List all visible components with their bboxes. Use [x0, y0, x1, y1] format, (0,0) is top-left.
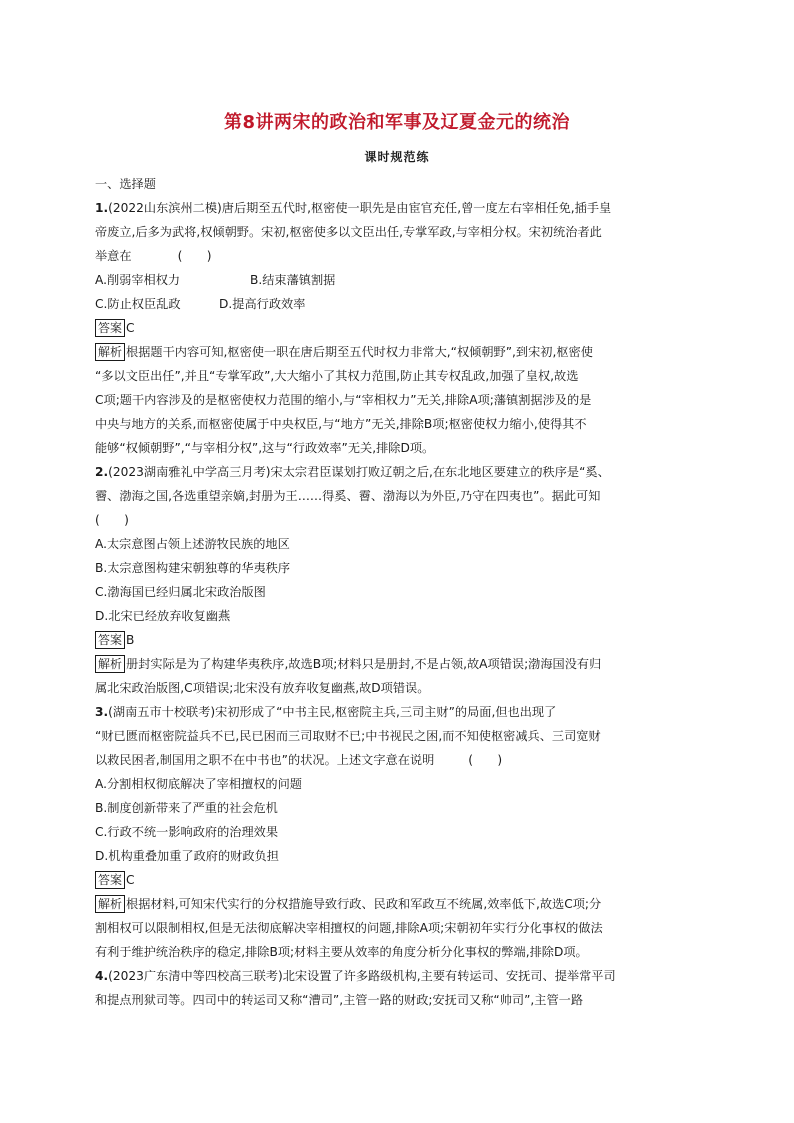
q3-analysis-line-2: 割相权可以限制相权,但是无法彻底解决宰相擅权的问题,排除A项;宋朝初年实行分化事权的做法	[95, 921, 603, 935]
q2-option-b: B.太宗意图构建宋朝独尊的华夷秩序	[95, 561, 291, 575]
q2-line-2: 霫、渤海之国,各选重望亲嫡,封册为王……得奚、霫、渤海以为外臣,乃守在四夷也”。据此可知	[95, 489, 601, 503]
q2-analysis-line-2: 属北宋政治版图,C项错误;北宋没有放弃收复幽燕,故D项错误。	[95, 681, 430, 695]
q3-option-d: D.机构重叠加重了政府的财政负担	[95, 849, 279, 863]
q2-number: 2.	[95, 465, 109, 479]
analysis-label-box: 解析	[95, 343, 125, 361]
q1-analysis-line-2: “多以文臣出任”,并且“专掌军政”,大大缩小了其权力范围,防止其专权乱政,加强了皇权,故选	[95, 369, 579, 383]
answer-label-box: 答案	[95, 631, 125, 649]
q3-line-2: “财已匮而枢密院益兵不已,民已困而三司取财不已;中书视民之困,而不知使枢密减兵、三司宽财	[95, 729, 601, 743]
q4-line-2: 和提点刑狱司等。四司中的转运司又称“漕司”,主管一路的财政;安抚司又称“帅司”,主管一路	[95, 993, 584, 1007]
analysis-label-box: 解析	[95, 895, 125, 913]
q3-number: 3.	[95, 705, 109, 719]
q2-analysis-line-1: 解析 册封实际是为了构建华夷秩序,故选B项;材料只是册封,不是占领,故A项错误;渤海国没有归	[95, 652, 699, 676]
q1-option-c: C.防止权臣乱政	[95, 297, 181, 311]
answer-label-box: 答案	[95, 871, 125, 889]
q3-line-3: 以救民困者,制国用之职不在中书也”的状况。上述文字意在说明 ( )	[95, 748, 699, 772]
q3-answer	[95, 868, 699, 892]
q2-answer-bracket: ( )	[95, 513, 129, 527]
q1-answer-value: C	[126, 321, 135, 335]
q1-line-2: 帝废立,后多为武将,权倾朝野。宋初,枢密使多以文臣出任,专掌军政,与宰相分权。宋初统治者此	[95, 225, 602, 239]
q1-answer	[95, 316, 699, 340]
q1-options-row-2	[95, 292, 699, 316]
analysis-label-box: 解析	[95, 655, 125, 673]
q1-options-row-1	[95, 268, 699, 292]
q3-line-1: 3.(湖南五市十校联考)宋初形成了“中书主民,枢密院主兵,三司主财”的局面,但也出现了	[95, 705, 557, 719]
q3-option-c: C.行政不统一影响政府的治理效果	[95, 825, 279, 839]
q4-number: 4.	[95, 969, 109, 983]
q1-answer-bracket: ( )	[177, 249, 212, 263]
q3-option-b: B.制度创新带来了严重的社会危机	[95, 801, 278, 815]
q3-answer-bracket: ( )	[468, 753, 503, 767]
section-heading: 一、选择题	[95, 177, 156, 191]
q3-analysis-line-3: 有利于维护统治秩序的稳定,排除B项;材料主要从效率的角度分析分化事权的弊端,排除D项。	[95, 945, 588, 959]
q1-line-3: 举意在 ( )	[95, 244, 699, 268]
q2-answer-value: B	[126, 633, 135, 647]
q1-analysis-line-5: 能够“权倾朝野”,“与宰相分权”,这与“行政效率”无关,排除D项。	[95, 441, 435, 455]
q3-analysis-line-1: 解析 根据材料,可知宋代实行的分权措施导致行政、民政和军政互不统属,效率低下,故选C项;分	[95, 892, 699, 916]
q1-option-a: A.削弱宰相权力	[95, 273, 181, 287]
document-body	[95, 172, 699, 1012]
q1-option-b: B.结束藩镇割据	[250, 273, 336, 287]
q3-answer-value: C	[126, 873, 135, 887]
q1-analysis-line-4: 中央与地方的关系,而枢密使属于中央权臣,与“地方”无关,排除B项;枢密使权力缩小,使得其不	[95, 417, 587, 431]
q2-option-d: D.北宋已经放弃收复幽燕	[95, 609, 231, 623]
q2-option-c: C.渤海国已经归属北宋政治版图	[95, 585, 266, 599]
q1-analysis-line-1: 解析 根据题干内容可知,枢密使一职在唐后期至五代时权力非常大,“权倾朝野”,到宋初,枢密使	[95, 340, 699, 364]
q1-option-d: D.提高行政效率	[219, 297, 306, 311]
q1-analysis-line-3: C项;题干内容涉及的是枢密使权力范围的缩小,与“宰相权力”无关,排除A项;藩镇割据涉及的是	[95, 393, 592, 407]
q2-option-a: A.太宗意图占领上述游牧民族的地区	[95, 537, 290, 551]
q1-number: 1.	[95, 201, 109, 215]
q2-answer	[95, 628, 699, 652]
page-subtitle: 课时规范练	[364, 150, 430, 164]
answer-label-box: 答案	[95, 319, 125, 337]
page-title: 第8讲两宋的政治和军事及辽夏金元的统治	[223, 112, 571, 133]
q1-line-1: 1.(2022山东滨州二模)唐后期至五代时,枢密使一职先是由宦官充任,曾一度左右宰相任免,插手皇	[95, 201, 612, 215]
q4-line-1: 4.(2023广东清中等四校高三联考)北宋设置了许多路级机构,主要有转运司、安抚司、提举常平司	[95, 969, 616, 983]
q3-option-a: A.分割相权彻底解决了宰相擅权的问题	[95, 777, 302, 791]
q2-line-1: 2.(2023湖南雅礼中学高三月考)宋太宗君臣谋划打败辽朝之后,在东北地区要建立的秩序是“奚、	[95, 465, 610, 479]
